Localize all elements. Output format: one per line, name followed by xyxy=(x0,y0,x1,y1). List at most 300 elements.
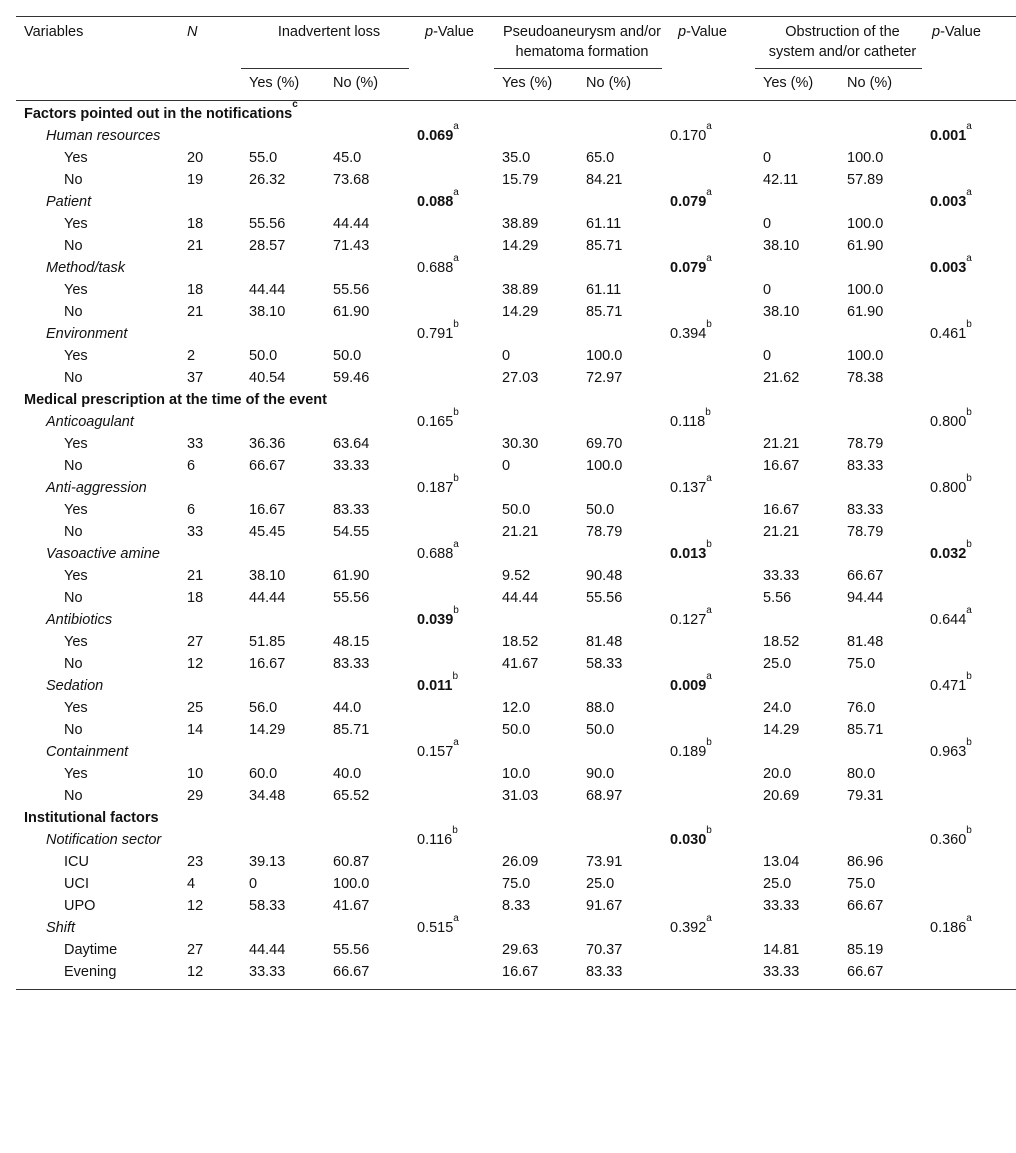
empty-cell xyxy=(179,609,241,631)
level-label: Yes xyxy=(64,634,88,650)
empty-cell xyxy=(409,851,494,873)
p-value-footnote: a xyxy=(966,253,972,264)
loss-yes-value: 33.33 xyxy=(241,961,325,990)
p-value-cell xyxy=(662,605,755,631)
empty-cell xyxy=(922,367,1016,389)
p-value: 0.688 xyxy=(417,546,454,562)
empty-cell xyxy=(578,609,662,631)
variable-name: Method/task xyxy=(46,260,125,276)
empty-cell xyxy=(922,147,1016,169)
empty-cell xyxy=(922,939,1016,961)
obstruction-yes-value: 20.0 xyxy=(763,766,792,782)
p-value: 0.187 xyxy=(417,480,454,496)
section-row xyxy=(16,807,1016,829)
empty-cell xyxy=(409,719,494,741)
empty-cell xyxy=(241,543,325,565)
n-value: 21 xyxy=(187,238,204,254)
pseudo-no-value: 69.70 xyxy=(586,436,623,452)
p-value-cell xyxy=(409,319,494,345)
empty-cell xyxy=(662,631,755,653)
empty-cell xyxy=(409,235,494,257)
pseudo-no-value: 81.48 xyxy=(586,634,623,650)
obstruction-no-value: 100.0 xyxy=(847,150,884,166)
header-loss-yes: Yes (%) xyxy=(241,69,325,101)
empty-cell xyxy=(922,279,1016,301)
p-value-footnote: a xyxy=(706,121,712,132)
obstruction-yes-value: 33.33 xyxy=(763,898,800,914)
obstruction-no-value: 78.38 xyxy=(847,370,884,386)
empty-cell xyxy=(241,125,325,147)
pseudo-yes-value: 31.03 xyxy=(502,788,539,804)
header-pvalue-2: p-Value xyxy=(662,17,755,101)
p-value-footnote: b xyxy=(706,539,712,550)
empty-cell xyxy=(494,741,578,763)
loss-yes-value: 56.0 xyxy=(249,700,278,716)
empty-cell xyxy=(409,653,494,675)
empty-cell xyxy=(922,961,1016,990)
table-row xyxy=(16,939,1016,961)
p-value-cell xyxy=(922,319,1016,345)
empty-cell xyxy=(325,411,409,433)
obstruction-yes-value: 0 xyxy=(763,150,772,166)
empty-cell xyxy=(755,609,839,631)
p-value-footnote: a xyxy=(706,671,712,682)
obstruction-yes-value: 25.0 xyxy=(763,876,792,892)
empty-cell xyxy=(662,851,755,873)
empty-cell xyxy=(922,631,1016,653)
loss-yes-value: 26.32 xyxy=(249,172,286,188)
obstruction-yes-value: 16.67 xyxy=(763,458,800,474)
pseudo-no-value: 58.33 xyxy=(586,656,623,672)
p-value-cell xyxy=(409,671,494,697)
n-value: 4 xyxy=(187,876,196,892)
empty-cell xyxy=(662,345,755,367)
obstruction-no-value: 61.90 xyxy=(847,304,884,320)
p-value-cell xyxy=(662,121,755,147)
level-label: No xyxy=(64,238,83,254)
empty-cell xyxy=(409,213,494,235)
p-value: 0.137 xyxy=(670,480,707,496)
header-n: N xyxy=(179,17,241,101)
variable-row xyxy=(16,675,1016,697)
variable-row xyxy=(16,829,1016,851)
loss-yes-value: 38.10 xyxy=(249,304,286,320)
loss-yes-value: 28.57 xyxy=(249,238,286,254)
p-value: 0.069 xyxy=(417,128,454,144)
empty-cell xyxy=(179,323,241,345)
header-loss-no: No (%) xyxy=(325,69,409,101)
obstruction-no-value: 66.67 xyxy=(847,898,884,914)
pseudo-yes-value: 50.0 xyxy=(502,502,531,518)
loss-no-value: 44.0 xyxy=(333,700,362,716)
n-value: 33 xyxy=(187,436,204,452)
p-value: 0.791 xyxy=(417,326,454,342)
p-value: 0.013 xyxy=(670,546,707,562)
p-value-cell xyxy=(662,407,755,433)
obstruction-yes-value: 18.52 xyxy=(763,634,800,650)
p-value-footnote: b xyxy=(966,473,972,484)
p-value: 0.170 xyxy=(670,128,707,144)
n-value: 18 xyxy=(187,590,204,606)
empty-cell xyxy=(409,499,494,521)
n-value: 2 xyxy=(187,348,196,364)
variable-name: Human resources xyxy=(46,128,161,144)
p-value-cell xyxy=(409,473,494,499)
empty-cell xyxy=(241,675,325,697)
empty-cell xyxy=(662,565,755,587)
p-value: 0.461 xyxy=(930,326,967,342)
table-row xyxy=(16,763,1016,785)
pseudo-no-value: 90.48 xyxy=(586,568,623,584)
level-label: UCI xyxy=(64,876,89,892)
pseudo-yes-value: 38.89 xyxy=(502,282,539,298)
level-label: Yes xyxy=(64,216,88,232)
empty-cell xyxy=(325,675,409,697)
pseudo-no-value: 68.97 xyxy=(586,788,623,804)
empty-cell xyxy=(494,609,578,631)
obstruction-yes-value: 14.29 xyxy=(763,722,800,738)
p-value-footnote: a xyxy=(966,187,972,198)
variable-name: Shift xyxy=(46,920,76,936)
p-value: 0.009 xyxy=(670,678,707,694)
p-value: 0.360 xyxy=(930,832,967,848)
obstruction-yes-value: 20.69 xyxy=(763,788,800,804)
loss-yes-value: 38.10 xyxy=(249,568,286,584)
empty-cell xyxy=(662,939,755,961)
pseudo-yes-value: 15.79 xyxy=(502,172,539,188)
section-title-text: Factors pointed out in the notifications xyxy=(24,106,293,122)
empty-cell xyxy=(662,961,755,990)
p-value-footnote: a xyxy=(453,737,459,748)
p-value-footnote: b xyxy=(966,539,972,550)
pseudo-yes-value: 27.03 xyxy=(502,370,539,386)
pseudo-no-value: 72.97 xyxy=(586,370,623,386)
n-value: 14 xyxy=(187,722,204,738)
p-value-cell xyxy=(662,671,755,697)
pseudo-no-value: 50.0 xyxy=(586,502,615,518)
table-row xyxy=(16,697,1016,719)
variable-row xyxy=(16,125,1016,147)
empty-cell xyxy=(241,917,325,939)
p-value: 0.963 xyxy=(930,744,967,760)
obstruction-no-value: 66.67 xyxy=(839,961,922,990)
obstruction-no-value: 75.0 xyxy=(847,656,876,672)
table-body xyxy=(16,101,1016,990)
empty-cell xyxy=(839,543,922,565)
empty-cell xyxy=(755,323,839,345)
table-row xyxy=(16,587,1016,609)
pseudo-yes-value: 41.67 xyxy=(502,656,539,672)
p-value-footnote: a xyxy=(706,187,712,198)
variable-name: Containment xyxy=(46,744,129,760)
variable-name: Antibiotics xyxy=(46,612,113,628)
loss-no-value: 33.33 xyxy=(333,458,370,474)
empty-cell xyxy=(325,191,409,213)
p-value-cell xyxy=(409,825,494,851)
loss-yes-value: 16.67 xyxy=(249,502,286,518)
empty-cell xyxy=(662,147,755,169)
empty-cell xyxy=(755,477,839,499)
p-value-footnote: b xyxy=(453,407,459,418)
variable-name: Environment xyxy=(46,326,128,342)
empty-cell xyxy=(179,829,241,851)
p-value: 0.039 xyxy=(417,612,454,628)
level-label: ICU xyxy=(64,854,89,870)
empty-cell xyxy=(409,587,494,609)
p-value-cell xyxy=(922,605,1016,631)
empty-cell xyxy=(409,785,494,807)
n-value: 21 xyxy=(187,568,204,584)
obstruction-no-value: 66.67 xyxy=(847,568,884,584)
pseudo-no-value: 83.33 xyxy=(578,961,662,990)
loss-yes-value: 55.0 xyxy=(249,150,278,166)
loss-no-value: 54.55 xyxy=(333,524,370,540)
loss-yes-value: 44.44 xyxy=(249,590,286,606)
level-label: Daytime xyxy=(64,942,118,958)
empty-cell xyxy=(241,257,325,279)
empty-cell xyxy=(755,741,839,763)
variable-row xyxy=(16,741,1016,763)
p-value-cell xyxy=(409,913,494,939)
p-value: 0.157 xyxy=(417,744,454,760)
obstruction-yes-value: 21.21 xyxy=(763,436,800,452)
p-value-footnote: b xyxy=(705,407,711,418)
empty-cell xyxy=(578,191,662,213)
empty-cell xyxy=(241,829,325,851)
p-value: 0.032 xyxy=(930,546,967,562)
loss-no-value: 55.56 xyxy=(333,282,370,298)
empty-cell xyxy=(922,697,1016,719)
empty-cell xyxy=(839,609,922,631)
p-value: 0.003 xyxy=(930,194,967,210)
empty-cell xyxy=(578,917,662,939)
empty-cell xyxy=(662,499,755,521)
n-value: 33 xyxy=(187,524,204,540)
p-value: 0.644 xyxy=(930,612,967,628)
loss-yes-value: 0 xyxy=(249,876,258,892)
variable-name: Sedation xyxy=(46,678,104,694)
pseudo-yes-value: 14.29 xyxy=(502,304,539,320)
loss-no-value: 55.56 xyxy=(333,942,370,958)
level-label: No xyxy=(64,788,83,804)
pseudo-yes-value: 9.52 xyxy=(502,568,531,584)
loss-yes-value: 60.0 xyxy=(249,766,278,782)
loss-no-value: 41.67 xyxy=(333,898,370,914)
pseudo-no-value: 90.0 xyxy=(586,766,615,782)
empty-cell xyxy=(325,477,409,499)
p-value-cell xyxy=(662,737,755,763)
p-value-cell xyxy=(409,253,494,279)
n-value: 12 xyxy=(179,961,241,990)
pseudo-yes-value: 18.52 xyxy=(502,634,539,650)
p-value-footnote: b xyxy=(452,825,458,836)
p-value-footnote: a xyxy=(453,539,459,550)
empty-cell xyxy=(325,917,409,939)
table-row xyxy=(16,851,1016,873)
n-value: 27 xyxy=(187,942,204,958)
loss-no-value: 45.0 xyxy=(333,150,362,166)
empty-cell xyxy=(578,741,662,763)
empty-cell xyxy=(839,257,922,279)
obstruction-yes-value: 38.10 xyxy=(763,304,800,320)
empty-cell xyxy=(494,477,578,499)
p-value-cell xyxy=(662,187,755,213)
loss-no-value: 66.67 xyxy=(325,961,409,990)
results-table xyxy=(16,16,1016,990)
section-title-footnote: c xyxy=(292,99,298,110)
p-value-footnote: a xyxy=(966,605,972,616)
p-value-footnote: b xyxy=(966,825,972,836)
empty-cell xyxy=(922,565,1016,587)
empty-cell xyxy=(578,543,662,565)
p-value-cell xyxy=(662,825,755,851)
empty-cell xyxy=(755,829,839,851)
n-value: 12 xyxy=(187,898,204,914)
header-pvalue-1: p-Value xyxy=(409,17,494,101)
obstruction-no-value: 80.0 xyxy=(847,766,876,782)
variable-row xyxy=(16,609,1016,631)
section-title xyxy=(16,101,1016,126)
table-row xyxy=(16,367,1016,389)
empty-cell xyxy=(494,829,578,851)
obstruction-yes-value: 14.81 xyxy=(763,942,800,958)
empty-cell xyxy=(755,257,839,279)
empty-cell xyxy=(179,543,241,565)
variable-name: Anti-aggression xyxy=(46,480,147,496)
header-pseudo-no: No (%) xyxy=(578,69,662,101)
p-value-cell xyxy=(662,473,755,499)
p-value-cell xyxy=(409,187,494,213)
pseudo-yes-value: 10.0 xyxy=(502,766,531,782)
loss-no-value: 60.87 xyxy=(333,854,370,870)
empty-cell xyxy=(662,279,755,301)
pseudo-yes-value: 21.21 xyxy=(502,524,539,540)
p-value-cell xyxy=(922,253,1016,279)
table-row xyxy=(16,213,1016,235)
empty-cell xyxy=(494,257,578,279)
empty-cell xyxy=(409,455,494,477)
p-value-footnote: b xyxy=(966,671,972,682)
empty-cell xyxy=(839,675,922,697)
p-value: 0.118 xyxy=(670,414,706,430)
empty-cell xyxy=(755,191,839,213)
empty-cell xyxy=(409,961,494,990)
level-label: Yes xyxy=(64,766,88,782)
empty-cell xyxy=(662,367,755,389)
table-row xyxy=(16,873,1016,895)
empty-cell xyxy=(662,697,755,719)
variable-row xyxy=(16,191,1016,213)
variable-row xyxy=(16,543,1016,565)
variable-name: Anticoagulant xyxy=(46,414,134,430)
level-label: Yes xyxy=(64,150,88,166)
n-value: 10 xyxy=(187,766,204,782)
n-value: 6 xyxy=(187,502,196,518)
empty-cell xyxy=(922,851,1016,873)
empty-cell xyxy=(922,873,1016,895)
p-value-footnote: a xyxy=(453,187,459,198)
loss-no-value: 83.33 xyxy=(333,656,370,672)
section-title-text: Medical prescription at the time of the event xyxy=(24,392,327,408)
pseudo-yes-value: 0 xyxy=(502,348,511,364)
empty-cell xyxy=(578,411,662,433)
table-row xyxy=(16,455,1016,477)
empty-cell xyxy=(922,433,1016,455)
loss-no-value: 83.33 xyxy=(333,502,370,518)
level-label: No xyxy=(64,656,83,672)
table-row xyxy=(16,147,1016,169)
obstruction-no-value: 76.0 xyxy=(847,700,876,716)
empty-cell xyxy=(409,895,494,917)
empty-cell xyxy=(662,873,755,895)
loss-yes-value: 58.33 xyxy=(249,898,286,914)
loss-no-value: 63.64 xyxy=(333,436,370,452)
empty-cell xyxy=(179,125,241,147)
p-value-footnote: a xyxy=(706,253,712,264)
header-pvalue-3: p-Value xyxy=(922,17,1016,101)
empty-cell xyxy=(179,741,241,763)
loss-no-value: 61.90 xyxy=(333,304,370,320)
empty-cell xyxy=(325,609,409,631)
section-row xyxy=(16,101,1016,126)
table-row xyxy=(16,719,1016,741)
obstruction-no-value: 86.96 xyxy=(847,854,884,870)
empty-cell xyxy=(241,477,325,499)
empty-cell xyxy=(409,169,494,191)
n-value: 25 xyxy=(187,700,204,716)
obstruction-no-value: 85.19 xyxy=(847,942,884,958)
empty-cell xyxy=(494,917,578,939)
empty-cell xyxy=(755,411,839,433)
p-value: 0.392 xyxy=(670,920,707,936)
pseudo-no-value: 100.0 xyxy=(586,348,623,364)
level-label: Evening xyxy=(16,961,179,990)
p-value-cell xyxy=(662,319,755,345)
p-value: 0.011 xyxy=(417,678,453,694)
pseudo-yes-value: 8.33 xyxy=(502,898,531,914)
empty-cell xyxy=(241,191,325,213)
empty-cell xyxy=(839,741,922,763)
obstruction-no-value: 81.48 xyxy=(847,634,884,650)
pseudo-yes-value: 14.29 xyxy=(502,238,539,254)
pseudo-no-value: 50.0 xyxy=(586,722,615,738)
empty-cell xyxy=(179,477,241,499)
p-value: 0.079 xyxy=(670,260,707,276)
empty-cell xyxy=(922,213,1016,235)
table-row xyxy=(16,499,1016,521)
p-value-footnote: b xyxy=(452,671,459,682)
pseudo-no-value: 25.0 xyxy=(586,876,615,892)
loss-yes-value: 44.44 xyxy=(249,942,286,958)
empty-cell xyxy=(494,125,578,147)
loss-yes-value: 51.85 xyxy=(249,634,286,650)
variable-row xyxy=(16,411,1016,433)
table-row xyxy=(16,169,1016,191)
p-value-footnote: b xyxy=(706,319,712,330)
empty-cell xyxy=(578,829,662,851)
pseudo-yes-value: 30.30 xyxy=(502,436,539,452)
empty-cell xyxy=(755,125,839,147)
p-value-footnote: a xyxy=(966,121,972,132)
p-value: 0.127 xyxy=(670,612,707,628)
pseudo-yes-value: 44.44 xyxy=(502,590,539,606)
empty-cell xyxy=(179,257,241,279)
empty-cell xyxy=(839,125,922,147)
p-value-cell xyxy=(409,539,494,565)
p-value: 0.800 xyxy=(930,480,967,496)
obstruction-yes-value: 0 xyxy=(763,282,772,298)
p-value-footnote: a xyxy=(966,913,972,924)
